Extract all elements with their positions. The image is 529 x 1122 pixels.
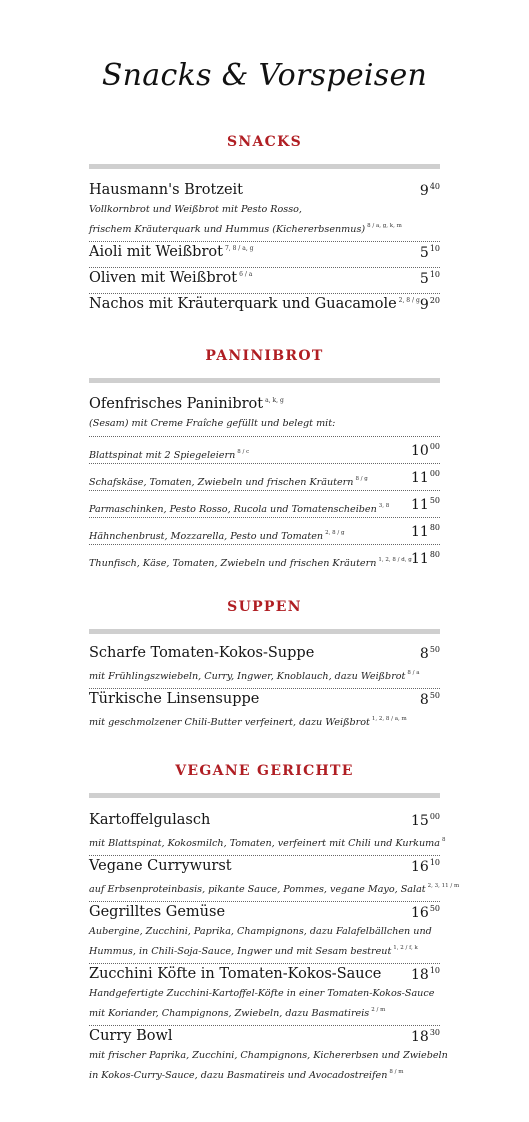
section-paninibrot (89, 347, 440, 571)
item-name: Curry Bowl (89, 1028, 173, 1044)
item-name: Ofenfrisches Paninibrot $^{a, k, g}$ (89, 396, 284, 412)
page-title: Snacks & Vorspeisen (101, 58, 428, 93)
section-suppen (89, 598, 440, 734)
section-snacks (89, 133, 440, 319)
menu-item (89, 856, 460, 902)
menu-item (89, 394, 440, 437)
item-description: mit frischer Paprika, Zucchini, Champignons, Kichererbsen und Zwiebeln (89, 1050, 448, 1061)
item-price: $9^{40}$ (419, 182, 440, 199)
subitem-description: Thunfisch, Käse, Tomaten, Zwiebeln und frischen Kräutern $^{1, 2, 8 / d, g}$ (89, 557, 412, 569)
item-price: $8^{50}$ (419, 645, 440, 662)
item-price: $16^{50}$ (410, 904, 440, 921)
menu-item (89, 268, 440, 294)
item-price: $18^{30}$ (410, 1028, 440, 1045)
item-name: Gegrilltes Gemüse (89, 904, 226, 920)
item-description: frischem Kräuterquark und Hummus (Kichererbsenmus) $^{8 / a, g, k, m}$ (89, 223, 402, 235)
item-price: $16^{10}$ (410, 858, 440, 875)
item-name: Scharfe Tomaten-Kokos-Suppe (89, 645, 315, 661)
item-price: $11^{80}$ (410, 523, 440, 540)
item-price: $18^{10}$ (410, 966, 440, 983)
menu-item (89, 964, 440, 1026)
menu-subitem (89, 464, 440, 491)
subitem-description: Schafskäse, Tomaten, Zwiebeln und frischen Kräutern $^{8 / g}$ (89, 476, 368, 488)
item-price: $9^{20}$ (419, 296, 440, 313)
item-price: $8^{50}$ (419, 691, 440, 708)
item-price: $5^{10}$ (419, 270, 440, 287)
menu-subitem (89, 545, 440, 571)
item-description: mit Blattspinat, Kokosmilch, Tomaten, verfeinert mit Chili und Kurkuma $^8$ (89, 837, 446, 849)
item-description: mit geschmolzener Chili-Butter verfeinert, dazu Weißbrot $^{1, 2, 8 / a, m}$ (89, 716, 407, 728)
subitem-description: Blattspinat mit 2 Spiegeleiern $^{8 / c}$ (89, 449, 250, 461)
item-name: Hausmann's Brotzeit (89, 182, 244, 198)
item-price: $11^{00}$ (410, 469, 440, 486)
subitem-description: Hähnchenbrust, Mozzarella, Pesto und Tomaten $^{2, 8 / g}$ (89, 530, 345, 542)
item-description: mit Koriander, Champignons, Zwiebeln, dazu Basmatireis $^{2 / m}$ (89, 1007, 386, 1019)
menu-item (89, 643, 440, 689)
item-name: Zucchini Köfte in Tomaten-Kokos-Sauce (89, 966, 382, 982)
item-description: Vollkornbrot und Weißbrot mit Pesto Rosso, (89, 204, 302, 215)
menu-subitem (89, 491, 440, 518)
menu-item (89, 180, 440, 242)
item-description: Aubergine, Zucchini, Paprika, Champignons, dazu Falafelbällchen und (89, 926, 432, 937)
section-heading: VEGANE GERICHTE (175, 763, 354, 779)
menu-item (89, 242, 440, 268)
section-vegane-gerichte (89, 762, 460, 1087)
menu-item (89, 294, 440, 319)
item-description: Hummus, in Chili-Soja-Sauce, Ingwer und mit Sesam bestreut $^{1, 2 / f, k}$ (89, 945, 418, 957)
item-price: $11^{50}$ (410, 496, 440, 513)
item-name: Kartoffelgulasch (89, 812, 211, 828)
menu-item (89, 1026, 448, 1087)
item-name: Nachos mit Kräuterquark und Guacamole $^{2, 8 / g}$ (89, 296, 420, 312)
item-name: Aioli mit Weißbrot $^{7, 8 / a, g}$ (89, 244, 254, 260)
item-description: mit Frühlingszwiebeln, Curry, Ingwer, Knoblauch, dazu Weißbrot $^{8 / a}$ (89, 670, 420, 682)
section-heading: SUPPEN (227, 599, 302, 615)
item-price: $11^{80}$ (410, 550, 440, 567)
menu-item (89, 902, 440, 964)
subitem-description: Parmaschinken, Pesto Rosso, Rucola und Tomatenscheiben $^{3, 8}$ (89, 503, 390, 515)
item-description: Handgefertigte Zucchini-Kartoffel-Köfte in einer Tomaten-Kokos-Sauce (89, 988, 435, 999)
item-name: Türkische Linsensuppe (89, 691, 260, 707)
item-name: Oliven mit Weißbrot $^{6 / a}$ (89, 270, 253, 286)
menu-subitem (89, 437, 440, 464)
section-heading: PANINIBROT (205, 348, 324, 364)
item-description: (Sesam) mit Creme Fraîche gefüllt und belegt mit: (89, 418, 336, 429)
item-name: Vegane Currywurst (89, 858, 232, 874)
menu-item (89, 810, 446, 856)
menu-item (89, 689, 440, 734)
item-description: in Kokos-Curry-Sauce, dazu Basmatireis und Avocadostreifen $^{8 / m}$ (89, 1069, 404, 1081)
item-price: $10^{00}$ (410, 442, 440, 459)
item-price: $15^{00}$ (410, 812, 440, 829)
item-price: $5^{10}$ (419, 244, 440, 261)
item-description: auf Erbsenproteinbasis, pikante Sauce, Pommes, vegane Mayo, Salat $^{2, 3, 11 / m}$ (89, 883, 460, 895)
section-heading: SNACKS (227, 134, 302, 150)
menu-subitem (89, 518, 440, 545)
